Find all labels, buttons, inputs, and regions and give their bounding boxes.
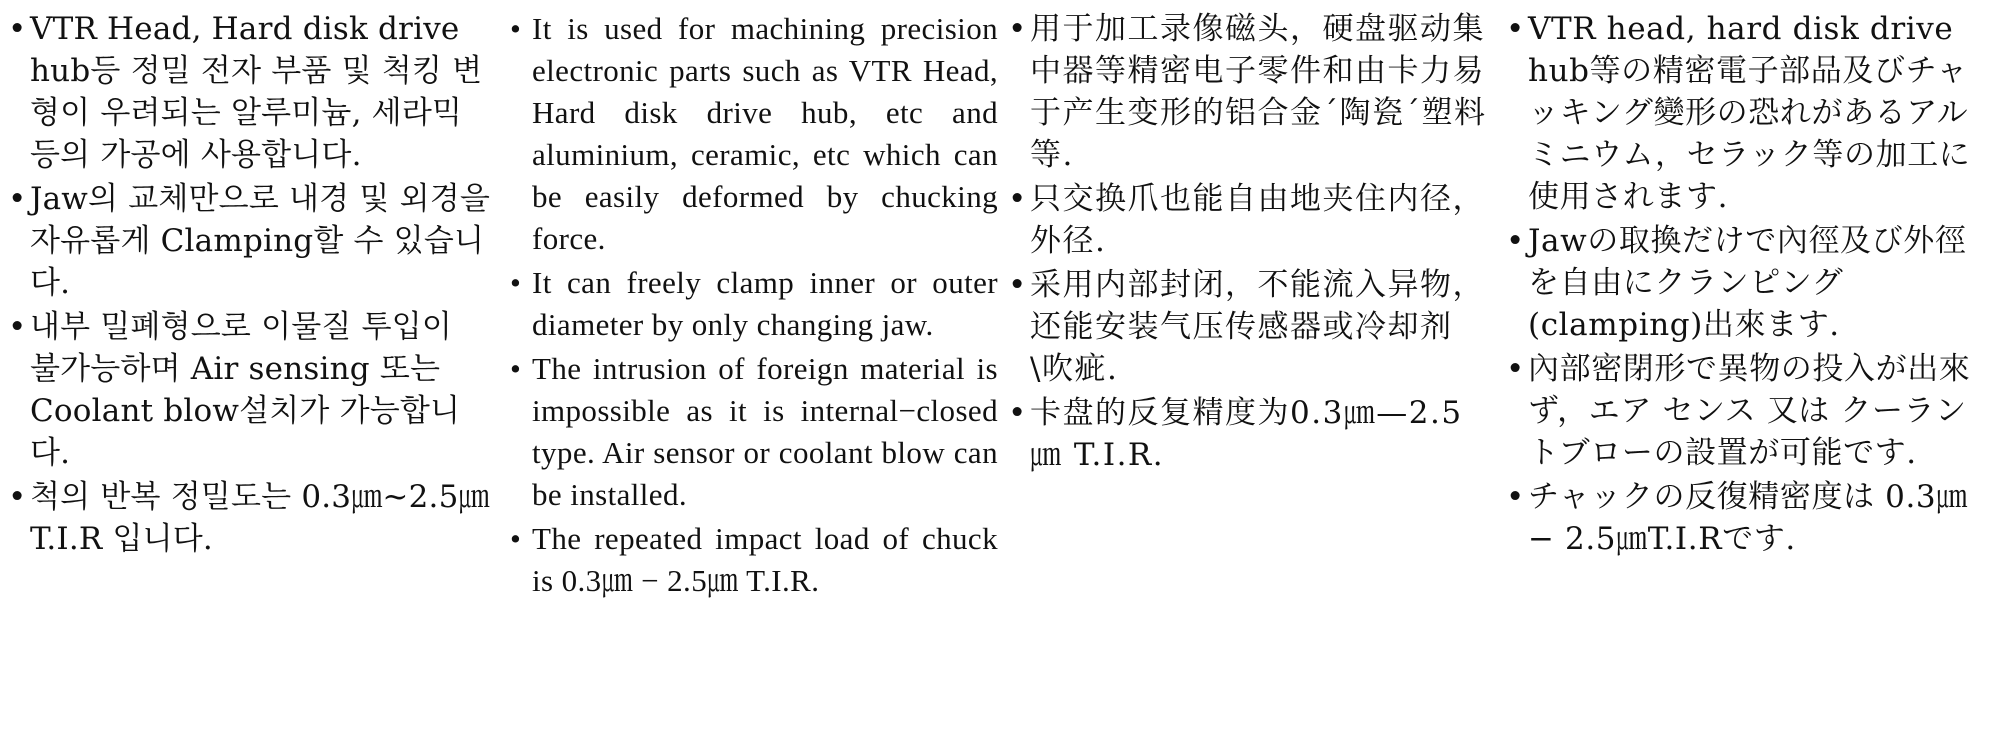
japanese-item-4: • チャックの反復精密度は 0.3㎛ − 2.5㎛T.I.Rです. <box>1506 476 1986 560</box>
japanese-item-3: • 內部密閉形で異物の投入が出來ず，エア センス 又は クーラントブローの設置が可能です. <box>1506 348 1986 474</box>
chinese-item-2: • 只交换爪也能自由地夹住内径，外径. <box>1008 178 1488 262</box>
japanese-item-1: • VTR head, hard disk drive hub等の精密電子部品及びチャッキング變形の恐れがあるアルミニウム，セラック等の加工に使用されます. <box>1506 8 1986 218</box>
korean-bullet-list <box>8 8 490 560</box>
chinese-column <box>1008 8 1488 478</box>
korean-item-3: • 내부 밀폐형으로 이물질 투입이 불가능하며 Air sensing 또는 Coolant blow설치가 가능합니다. <box>8 306 490 474</box>
english-bullet-list <box>510 8 998 602</box>
japanese-item-2: • Jawの取換だけで內徑及び外徑を自由にクランピング(clamping)出來ます. <box>1506 220 1986 346</box>
korean-item-2: • Jaw의 교체만으로 내경 및 외경을 자유롭게 Clamping할 수 있습니다. <box>8 178 490 304</box>
chinese-item-3: • 采用内部封闭，不能流入异物，还能安装气压传感器或冷却剂\吹疵. <box>1008 264 1488 390</box>
chinese-item-4: • 卡盘的反复精度为0.3㎛—2.5㎛ T.I.R. <box>1008 392 1488 476</box>
english-column <box>510 8 998 604</box>
english-item-1: • It is used for machining precision electronic parts such as VTR Head, Hard disk drive hub, etc and aluminium, ceramic, etc which can be easily deformed by chucking force. <box>510 8 998 260</box>
korean-item-4: • 척의 반복 정밀도는 0.3㎛~2.5㎛ T.I.R 입니다. <box>8 476 490 560</box>
english-item-3: • The intrusion of foreign material is impossible as it is internal−closed type. Air sensor or coolant blow can be installed. <box>510 348 998 516</box>
korean-column <box>8 8 490 562</box>
japanese-column <box>1506 8 1986 562</box>
chinese-bullet-list <box>1008 8 1488 476</box>
english-item-2: • It can freely clamp inner or outer diameter by only changing jaw. <box>510 262 998 346</box>
korean-item-1: • VTR Head, Hard disk drive hub등 정밀 전자 부품 및 척킹 변형이 우려되는 알루미늄, 세라믹등의 가공에 사용합니다. <box>8 8 490 176</box>
english-item-4: • The repeated impact load of chuck is 0.3㎛ − 2.5㎛ T.I.R. <box>510 518 998 602</box>
japanese-bullet-list <box>1506 8 1986 560</box>
chinese-item-1: • 用于加工录像磁头，硬盘驱动集中器等精密电子零件和由卡力易于产生变形的铝合金´陶瓷´塑料等. <box>1008 8 1488 176</box>
